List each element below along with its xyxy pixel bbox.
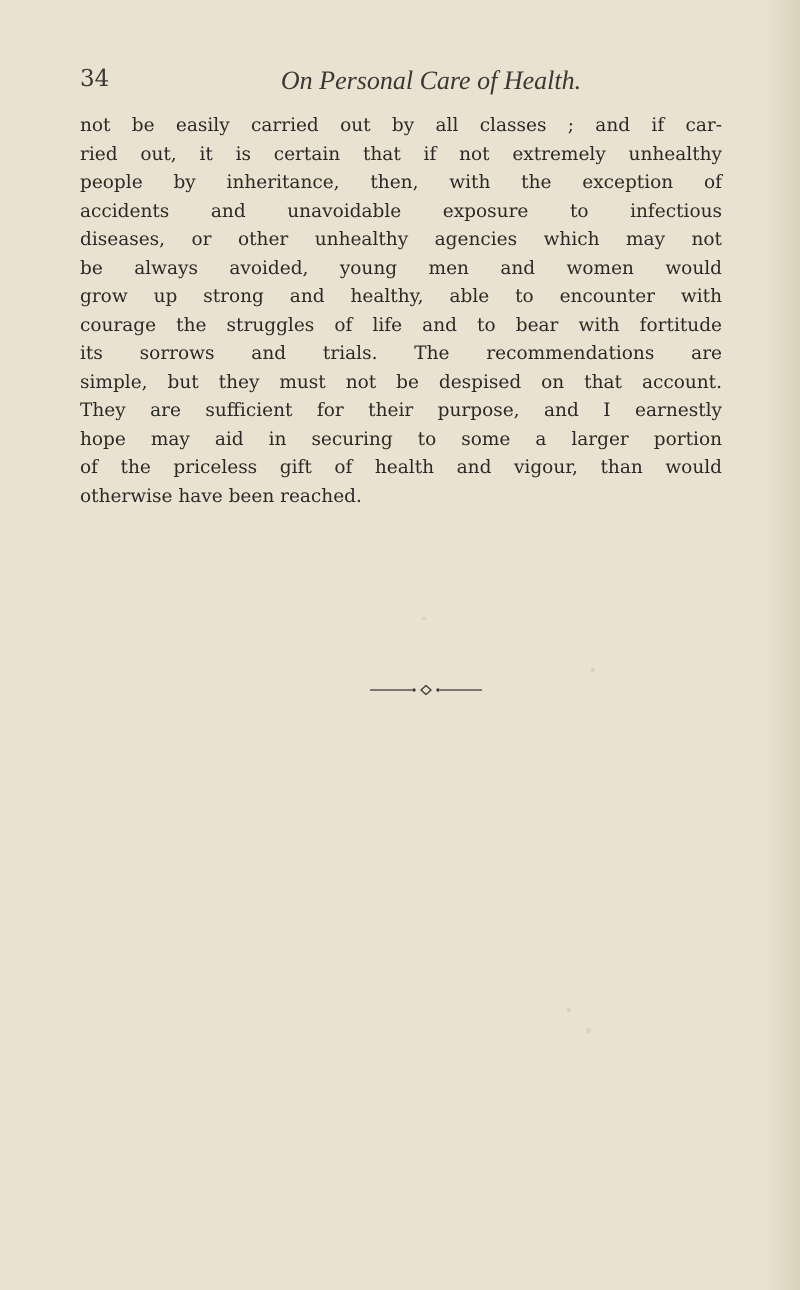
diamond-rule-ornament-icon: [370, 683, 482, 697]
paper-speck: [422, 617, 426, 620]
text-line: simple, but they must not be despised on that account.: [80, 371, 722, 393]
text-line: of the priceless gift of health and vigour, than would: [80, 457, 722, 478]
text-line: hope may aid in securing to some a larger portion: [80, 428, 722, 450]
body-paragraph: [80, 112, 722, 511]
text-line: otherwise have been reached.: [80, 485, 362, 507]
text-line: ried out, it is certain that if not extremely unhealthy: [80, 143, 722, 165]
running-title: On Personal Care of Health.: [280, 66, 582, 95]
page-edge-shadow: [764, 0, 800, 1290]
paper-speck: [591, 668, 595, 672]
paper-speck: [586, 1028, 591, 1033]
paper-speck: [567, 1008, 571, 1012]
text-line: be always avoided, young men and women would: [80, 257, 722, 279]
text-line: its sorrows and trials. The recommendations are: [80, 343, 722, 364]
text-line: not be easily carried out by all classes ; and if car-: [80, 115, 722, 136]
text-line: grow up strong and healthy, able to encounter with: [80, 286, 722, 307]
text-line: They are sufficient for their purpose, and I earnestly: [80, 400, 722, 421]
running-head: [80, 66, 722, 106]
text-line: people by inheritance, then, with the exception of: [80, 172, 722, 193]
text-line: accidents and unavoidable exposure to infectious: [80, 200, 722, 222]
page-number: 34: [80, 66, 110, 92]
text-line: courage the struggles of life and to bear with fortitude: [80, 314, 722, 336]
text-line: diseases, or other unhealthy agencies which may not: [80, 229, 722, 250]
